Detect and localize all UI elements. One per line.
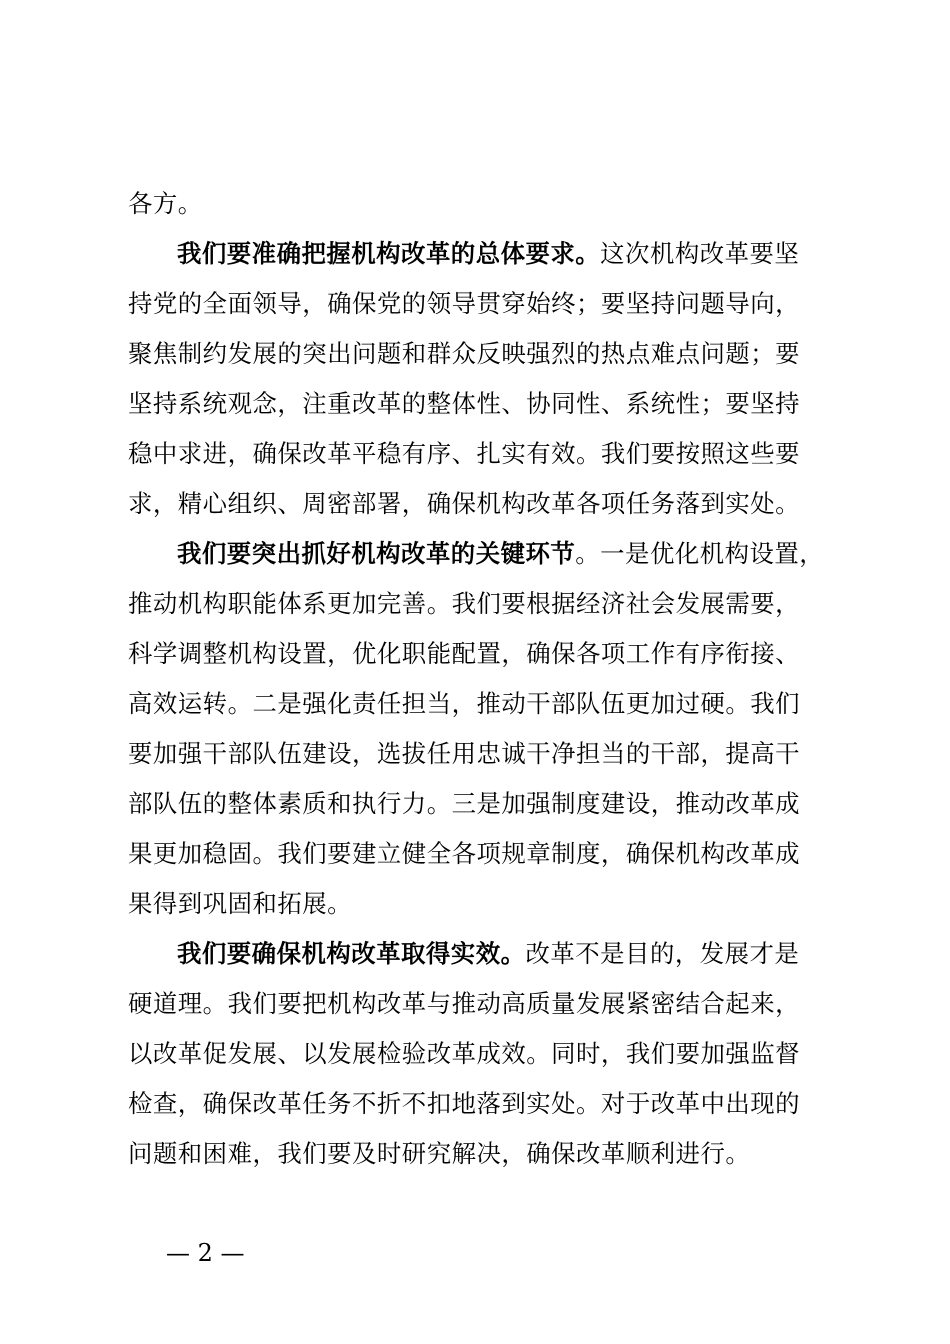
text-line <box>128 737 848 771</box>
text-line <box>128 637 848 671</box>
line-text: 检查，确保改革任务不折不扣地落到实处。对于改革中出现的 <box>128 1089 801 1118</box>
line-text: 推动机构职能体系更加完善。我们要根据经济社会发展需要， <box>128 589 801 618</box>
line-text: 改革不是目的，发展才是 <box>525 939 800 968</box>
line-text: 部队伍的整体素质和执行力。三是加强制度建设，推动改革成 <box>128 789 801 818</box>
line-text: 要加强干部队伍建设，选拔任用忠诚干净担当的干部，提高干 <box>128 739 801 768</box>
text-line <box>128 437 848 471</box>
text-line <box>128 837 848 871</box>
text-line <box>128 287 848 321</box>
line-text: 坚持系统观念，注重改革的整体性、协同性、系统性；要坚持 <box>128 389 801 418</box>
text-line <box>128 487 848 521</box>
line-text: 稳中求进，确保改革平稳有序、扎实有效。我们要按照这些要 <box>128 439 801 468</box>
line-text: 求，精心组织、周密部署，确保机构改革各项任务落到实处。 <box>128 489 801 518</box>
text-line <box>128 337 848 371</box>
paragraph-heading-line <box>177 237 897 271</box>
text-line <box>128 587 848 621</box>
paragraph-heading: 我们要确保机构改革取得实效。 <box>177 939 526 968</box>
text-line <box>128 987 848 1021</box>
page-number: — 2 — <box>166 1239 245 1267</box>
line-text: 科学调整机构设置，优化职能配置，确保各项工作有序衔接、 <box>128 639 801 668</box>
paragraph-heading-line <box>177 937 897 971</box>
line-text: 硬道理。我们要把机构改革与推动高质量发展紧密结合起来， <box>128 989 801 1018</box>
line-text: 持党的全面领导，确保党的领导贯穿始终；要坚持问题导向， <box>128 289 801 318</box>
line-text: 各方。 <box>128 189 203 218</box>
text-line <box>128 1137 848 1171</box>
paragraph-heading: 我们要突出抓好机构改革的关键环节 <box>177 539 576 568</box>
line-text: 以改革促发展、以发展检验改革成效。同时，我们要加强监督 <box>128 1039 801 1068</box>
line-text: 果更加稳固。我们要建立健全各项规章制度，确保机构改革成 <box>128 839 801 868</box>
text-line <box>128 687 848 721</box>
text-line <box>128 387 848 421</box>
line-text: 问题和困难，我们要及时研究解决，确保改革顺利进行。 <box>128 1139 751 1168</box>
text-line <box>128 887 848 921</box>
line-text: 聚焦制约发展的突出问题和群众反映强烈的热点难点问题；要 <box>128 339 801 368</box>
line-text: 这次机构改革要坚 <box>600 239 800 268</box>
text-line <box>128 787 848 821</box>
paragraph-heading-line <box>177 537 897 571</box>
paragraph-heading: 我们要准确把握机构改革的总体要求。 <box>177 239 601 268</box>
line-text: 高效运转。二是强化责任担当，推动干部队伍更加过硬。我们 <box>128 689 801 718</box>
line-text: 果得到巩固和拓展。 <box>128 889 353 918</box>
text-line <box>128 187 848 221</box>
text-line <box>128 1037 848 1071</box>
text-line <box>128 1087 848 1121</box>
line-text: 。一是优化机构设置， <box>575 539 825 568</box>
